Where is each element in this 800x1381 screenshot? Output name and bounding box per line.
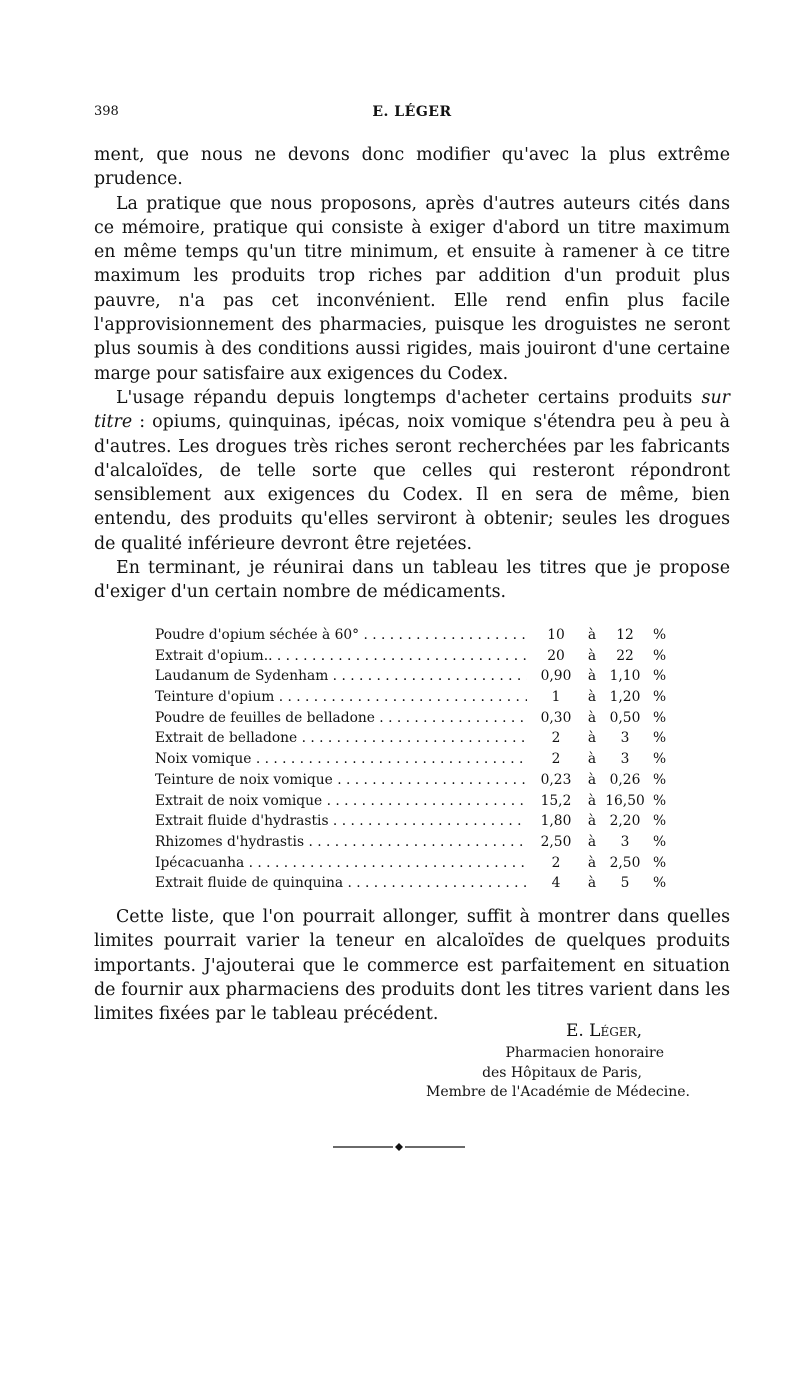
product-name: Noix vomique . . . [155, 749, 527, 770]
product-name: Poudre d'opium séchée à 60° . . . [155, 625, 527, 646]
range-separator: à [587, 792, 597, 809]
percent-unit: % [653, 668, 667, 685]
product-name: Extrait fluide de quinquina . . . [155, 873, 527, 894]
table-row [155, 728, 695, 749]
percent-unit: % [653, 627, 667, 643]
page-header [94, 104, 730, 124]
range-separator: à [587, 875, 597, 892]
paragraph-3 [94, 386, 730, 556]
table-row [155, 646, 695, 667]
range-separator: à [587, 854, 597, 871]
range-separator: à [587, 813, 597, 830]
product-name: Extrait d'opium.. . . . [155, 646, 527, 667]
titres-table [155, 625, 695, 894]
product-name: Teinture d'opium . . . [155, 687, 527, 708]
range-separator: à [587, 689, 597, 706]
percent-unit: % [653, 689, 667, 706]
min-value: 2 [551, 751, 561, 768]
paragraph-1: ment, que nous ne devons donc modifier qu'avec la plus extrême prudence. [94, 145, 730, 190]
product-name: Laudanum de Sydenham . . . [155, 666, 527, 687]
min-value: 20 [547, 647, 565, 664]
table-row [155, 625, 695, 646]
min-value: 2 [551, 730, 561, 747]
range-separator: à [587, 771, 597, 788]
author-membership: Membre de l'Académie de Médecine. [426, 1084, 690, 1100]
max-value: 2,20 [609, 813, 641, 830]
table-row [155, 666, 695, 687]
table-row [155, 708, 695, 729]
body-text-bottom [94, 905, 730, 1026]
percent-unit: % [653, 813, 667, 830]
percent-unit: % [653, 709, 667, 726]
author-title: Pharmacien honoraire [505, 1045, 664, 1061]
min-value: 1 [551, 689, 561, 706]
range-separator: à [587, 730, 597, 747]
max-value: 0,50 [609, 709, 641, 726]
min-value: 4 [551, 875, 561, 892]
max-value: 1,20 [609, 689, 641, 706]
table-row [155, 791, 695, 812]
percent-unit: % [653, 875, 667, 892]
product-name: Poudre de feuilles de belladone . . . [155, 708, 527, 729]
running-head: E. LÉGER [372, 104, 452, 120]
product-name: Extrait de belladone . . . [155, 728, 527, 749]
range-separator: à [587, 709, 597, 726]
percent-unit: % [653, 730, 667, 747]
max-value: 2,50 [609, 854, 641, 871]
diamond-icon [395, 1143, 403, 1151]
max-value: 3 [620, 833, 630, 850]
paragraph-5: Cette liste, que l'on pourrait allonger, suffit à montrer dans quelles limites pourrait varier la teneur en alcaloïdes de quelques produits importants. J'ajouterai que le commerce est parfaitement en situation de fournir aux pharmaciens des produits dont les titres varient dans les limites fixées par le tableau précédent. [94, 907, 730, 1025]
signature-block [94, 1018, 730, 1103]
paragraph-4: En terminant, je réunirai dans un tableau les titres que je propose d'exiger d'un certain nombre de médicaments. [94, 558, 730, 603]
max-value: 3 [620, 751, 630, 768]
min-value: 1,80 [540, 813, 572, 830]
range-separator: à [587, 647, 597, 664]
product-name: Extrait de noix vomique . . . [155, 791, 527, 812]
end-ornament [333, 1143, 465, 1151]
table-row [155, 687, 695, 708]
max-value: 16,50 [605, 792, 645, 809]
range-separator: à [587, 833, 597, 850]
percent-unit: % [653, 771, 667, 788]
page-number: 398 [94, 104, 119, 119]
percent-unit: % [653, 647, 667, 664]
max-value: 1,10 [609, 668, 641, 685]
table-row [155, 832, 695, 853]
paragraph-3-end: : opiums, quinquinas, ipécas, noix vomique s'étendra peu à peu à d'autres. Les drogues très riches seront recherchées par les fabricants d'alcaloïdes, de telle sorte que celles qui resteront répondront sensiblement aux exigences du Codex. Il en sera de même, bien entendu, des produits qu'elles serviront à obtenir; seules les drogues de qualité inférieure devront être rejetées. [94, 412, 730, 554]
min-value: 2,50 [540, 833, 572, 850]
body-text-top [94, 143, 730, 605]
max-value: 22 [616, 647, 634, 664]
min-value: 0,23 [540, 771, 572, 788]
range-separator: à [587, 627, 597, 643]
min-value: 10 [547, 627, 565, 643]
table-row [155, 770, 695, 791]
paragraph-2: La pratique que nous proposons, après d'autres auteurs cités dans ce mémoire, pratique qui consiste à exiger d'abord un titre maximum en même temps qu'un titre minimum, et ensuite à ramener à ce titre maximum les produits trop riches par addition d'un produit plus pauvre, n'a pas cet inconvénient. Elle rend enfin plus facile l'approvisionnement des pharmacies, puisque les droguistes ne seront plus soumis à des conditions aussi rigides, mais jouiront d'une certaine marge pour satisfaire aux exigences du Codex. [94, 193, 730, 384]
table-row [155, 811, 695, 832]
max-value: 5 [620, 875, 630, 892]
product-name: Teinture de noix vomique . . . [155, 770, 527, 791]
min-value: 0,30 [540, 709, 572, 726]
range-separator: à [587, 751, 597, 768]
max-value: 0,26 [609, 771, 641, 788]
percent-unit: % [653, 854, 667, 871]
table-row [155, 873, 695, 894]
max-value: 12 [616, 627, 634, 643]
author-affiliation: des Hôpitaux de Paris, [482, 1064, 642, 1081]
min-value: 2 [551, 854, 561, 871]
max-value: 3 [620, 730, 630, 747]
table-row [155, 853, 695, 874]
table-row [155, 749, 695, 770]
product-name: Extrait fluide d'hydrastis . . . [155, 811, 527, 832]
paragraph-3-italic: sur titre [94, 387, 730, 433]
product-name: Rhizomes d'hydrastis . . . [155, 832, 527, 853]
author-name: E. Léger, [565, 1021, 642, 1041]
percent-unit: % [653, 751, 667, 768]
range-separator: à [587, 668, 597, 685]
percent-unit: % [653, 792, 667, 809]
min-value: 0,90 [540, 668, 572, 685]
percent-unit: % [653, 833, 667, 850]
paragraph-3-start: L'usage répandu depuis longtemps d'acheter certains produits [116, 387, 702, 408]
min-value: 15,2 [540, 792, 572, 809]
product-name: Ipécacuanha . . . [155, 853, 527, 874]
